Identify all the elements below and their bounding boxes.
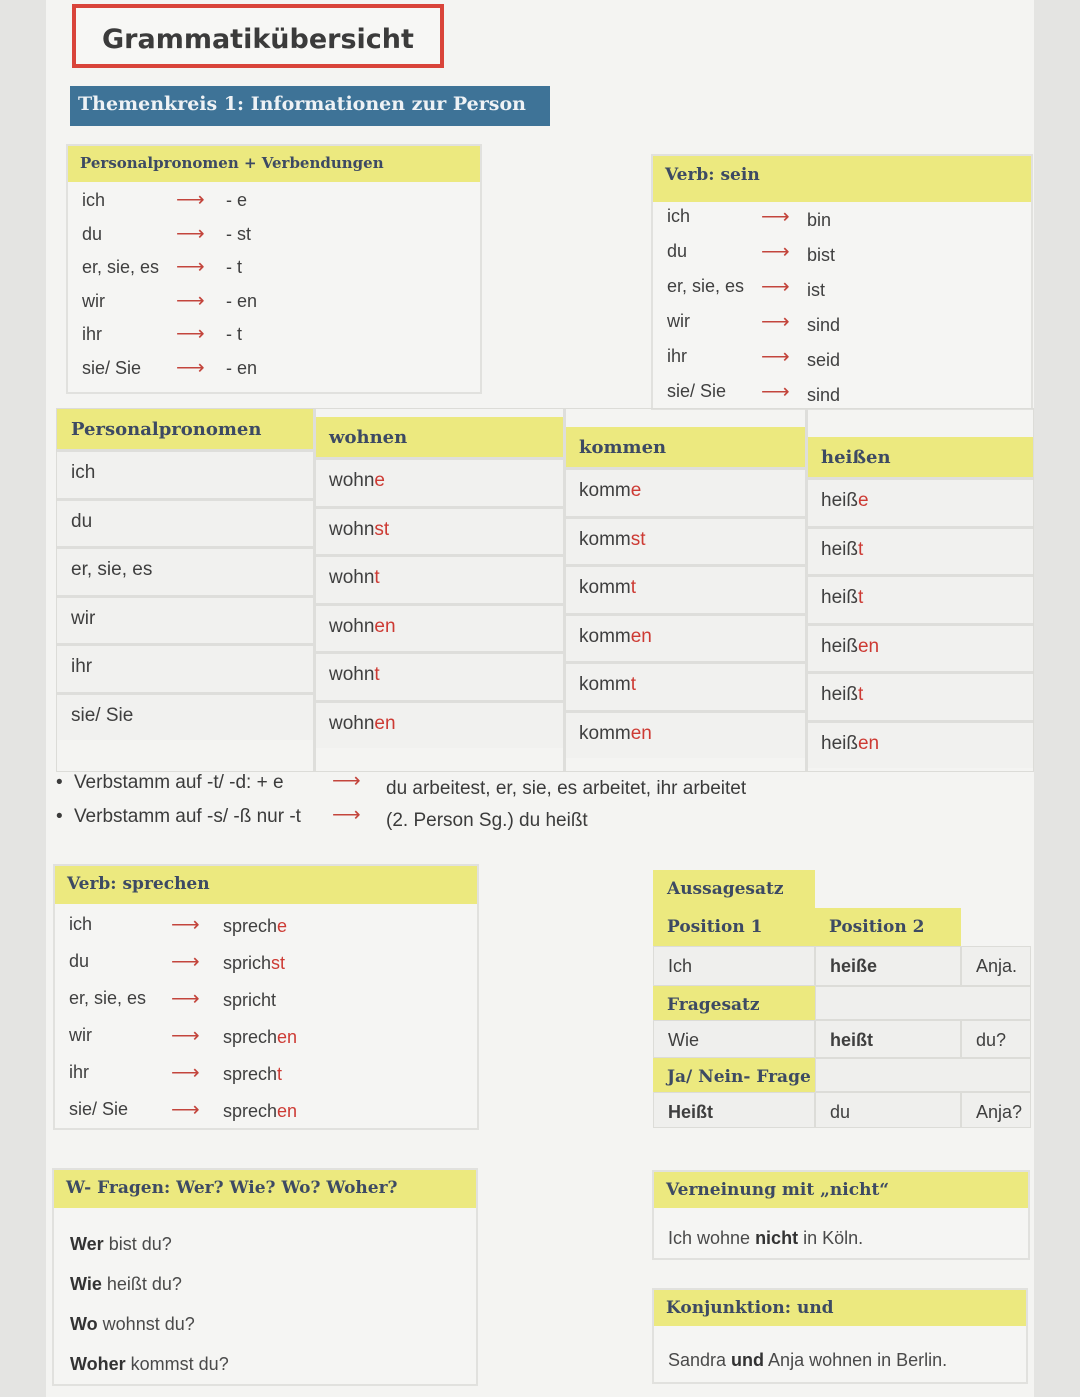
theme-bar: Themenkreis 1: Informationen zur Person xyxy=(70,86,550,126)
table-cell xyxy=(315,651,565,700)
question-line xyxy=(70,1354,229,1375)
title-box xyxy=(72,4,444,68)
verb-ending: en xyxy=(374,712,396,734)
arrow-icon: ⟶ xyxy=(171,1062,200,1084)
sein-heading: Verb: sein xyxy=(653,156,1031,202)
example-sentence xyxy=(668,1228,863,1249)
arrow-icon: ⟶ xyxy=(176,222,205,245)
table-cell: ihr xyxy=(57,643,315,692)
arrow-icon: ⟶ xyxy=(176,189,205,211)
question-rest: wohnst du? xyxy=(97,1314,195,1334)
table-column xyxy=(57,409,315,771)
question-line xyxy=(70,1274,182,1295)
arrow-icon: ⟶ xyxy=(761,241,790,263)
ending: - t xyxy=(226,324,242,344)
question-line xyxy=(70,1234,172,1255)
question-word: Wie xyxy=(70,1274,102,1294)
table-column xyxy=(807,409,1033,771)
table-column xyxy=(565,409,807,771)
table-cell xyxy=(807,623,1033,672)
sein-form: seid xyxy=(807,350,841,370)
bullet: • xyxy=(56,806,63,827)
table-cell xyxy=(565,710,807,759)
pronoun: du xyxy=(667,241,688,261)
sein-form: sind xyxy=(807,385,841,405)
verb-stem: heiß xyxy=(821,538,858,560)
verb-ending: e xyxy=(630,480,642,501)
verb-ending: e xyxy=(277,916,288,936)
table-cell xyxy=(807,574,1033,623)
note-rule: Verbstamm auf -s/ -ß nur -t xyxy=(73,806,301,827)
question-rest: bist du? xyxy=(103,1234,172,1254)
verb-stem: heiß xyxy=(821,490,858,511)
sprechen-heading: Verb: sprechen xyxy=(55,866,477,904)
pronoun: ihr xyxy=(82,324,103,344)
note-line xyxy=(56,770,747,799)
wfragen-heading: W- Fragen: Wer? Wie? Wo? Woher? xyxy=(54,1170,476,1208)
ending: - t xyxy=(226,257,242,277)
verb-ending: en xyxy=(630,722,652,744)
column-header: kommen xyxy=(565,427,807,467)
column-divider xyxy=(313,409,316,771)
verb-ending: t xyxy=(374,664,380,685)
verb-stem: komm xyxy=(579,528,631,550)
konjunktion-box xyxy=(652,1288,1028,1384)
verb-stem: wohn xyxy=(329,567,375,588)
verb-stem: komm xyxy=(579,625,631,647)
table-cell: er, sie, es xyxy=(57,546,315,595)
question-word: Wer xyxy=(70,1234,104,1254)
verb-stem: wohn xyxy=(329,615,375,637)
verb-stem: komm xyxy=(579,674,631,695)
page-title: Grammatikübersicht xyxy=(102,24,414,55)
verb-form xyxy=(223,953,285,974)
column-divider xyxy=(563,409,566,771)
arrow-icon: ⟶ xyxy=(761,311,790,333)
pronoun: wir xyxy=(82,290,105,311)
question-word: Wo xyxy=(70,1314,98,1334)
arrow-icon: ⟶ xyxy=(176,323,205,345)
cell: Anja. xyxy=(961,946,1031,986)
sentence-part: Ich wohne xyxy=(668,1228,756,1248)
arrow-icon: ⟶ xyxy=(176,356,205,379)
arrow-icon: ⟶ xyxy=(332,804,361,826)
sprechen-box xyxy=(53,864,479,1130)
pronoun: sie/ Sie xyxy=(667,381,727,401)
column-header: wohnen xyxy=(315,417,565,457)
sein-form: bin xyxy=(807,210,832,230)
verb-form xyxy=(223,916,287,937)
pronoun: wir xyxy=(69,1025,92,1045)
verb-stem: komm xyxy=(579,480,631,501)
table-cell: sie/ Sie xyxy=(57,692,315,741)
pronoun: ihr xyxy=(667,346,688,366)
table-cell xyxy=(565,661,807,710)
verb-ending: t xyxy=(277,1064,283,1084)
verb-stem: sprech xyxy=(223,916,278,936)
question-rest: heißt du? xyxy=(101,1274,182,1294)
sentence-part: Sandra xyxy=(668,1350,732,1370)
verb-ending: t xyxy=(630,674,637,695)
verb-ending: t xyxy=(630,577,637,598)
table-cell xyxy=(565,467,807,516)
pronoun: ich xyxy=(69,914,93,934)
pronoun: ich xyxy=(667,206,691,226)
table-cell xyxy=(315,506,565,555)
pronoun: er, sie, es xyxy=(69,988,147,1008)
verb-stem: sprich xyxy=(223,953,272,973)
arrow-icon: ⟶ xyxy=(171,988,200,1010)
table-cell xyxy=(807,526,1033,575)
note-rule: Verbstamm auf -t/ -d: + e xyxy=(73,772,284,793)
cell: Wie xyxy=(653,1020,815,1058)
position1-label: Position 1 xyxy=(653,908,815,946)
verb-form xyxy=(223,1027,297,1048)
verb-stem: wohn xyxy=(329,664,375,685)
pronoun: ihr xyxy=(69,1062,90,1082)
ending: - e xyxy=(226,190,248,210)
konjunktion-heading: Konjunktion: und xyxy=(654,1290,1026,1326)
verb-stem: wohn xyxy=(329,470,375,491)
table-cell xyxy=(565,516,807,565)
table-cell xyxy=(807,671,1033,720)
verb-ending: en xyxy=(630,625,652,647)
verb-stem: sprech xyxy=(223,1064,278,1084)
pronoun: er, sie, es xyxy=(667,276,745,296)
arrow-icon: ⟶ xyxy=(761,276,790,298)
cell-empty xyxy=(815,986,1031,1020)
ending: - st xyxy=(226,223,251,244)
question-rest: kommst du? xyxy=(125,1354,229,1374)
wfragen-box xyxy=(52,1168,478,1386)
sentence-position-table xyxy=(653,870,1031,1128)
verb-ending: st xyxy=(630,528,646,550)
question-word: Woher xyxy=(70,1354,126,1374)
verb-ending: en xyxy=(277,1027,298,1047)
question-line xyxy=(70,1314,195,1335)
note-example: du arbeitest, er, sie, es arbeitet, ihr arbeitet xyxy=(386,778,747,799)
cell-empty xyxy=(815,1058,1031,1092)
table-cell: ich xyxy=(57,449,315,498)
verb-ending: e xyxy=(374,470,385,491)
table-cell xyxy=(315,457,565,506)
note-line xyxy=(56,804,588,831)
column-header: Personalpronomen xyxy=(57,409,315,449)
verb-stem: wohn xyxy=(329,518,375,540)
verb-ending: t xyxy=(857,538,864,560)
column-header: heißen xyxy=(807,437,1033,477)
verb-stem: sprech xyxy=(223,1027,278,1047)
cell: Heißt xyxy=(653,1092,815,1128)
pronoun: sie/ Sie xyxy=(82,357,142,378)
pronoun: er, sie, es xyxy=(82,257,160,277)
arrow-icon: ⟶ xyxy=(761,206,790,228)
verb-stem: heiß xyxy=(821,684,858,705)
verb-stem: komm xyxy=(579,722,631,744)
note-example: (2. Person Sg.) du heißt xyxy=(386,810,588,831)
verb-stem: heiß xyxy=(821,732,858,754)
sentence-keyword: nicht xyxy=(755,1228,799,1248)
cell: heißt xyxy=(815,1020,961,1058)
table-cell xyxy=(315,554,565,603)
verb-ending: en xyxy=(857,732,880,754)
verb-stem: komm xyxy=(579,577,631,598)
verb-ending: st xyxy=(374,518,390,540)
pronoun: wir xyxy=(667,311,690,331)
verb-stem: wohn xyxy=(329,712,375,734)
fragesatz-label: Fragesatz xyxy=(653,986,815,1020)
ending: - en xyxy=(226,357,258,378)
verb-ending: t xyxy=(857,587,864,608)
sein-form: sind xyxy=(807,315,841,335)
pronoun: ich xyxy=(82,190,106,210)
column-divider xyxy=(805,409,808,771)
bullet: • xyxy=(56,772,63,793)
cell: Ich xyxy=(653,946,815,986)
arrow-icon: ⟶ xyxy=(761,381,790,403)
table-cell: du xyxy=(57,498,315,547)
arrow-icon: ⟶ xyxy=(332,770,361,792)
cell: du? xyxy=(961,1020,1031,1058)
sentence-part: Anja wohnen in Berlin. xyxy=(764,1350,948,1370)
verb-form xyxy=(223,1101,297,1122)
arrow-icon: ⟶ xyxy=(761,346,790,368)
arrow-icon: ⟶ xyxy=(171,914,200,936)
cell: du xyxy=(815,1092,961,1128)
table-column xyxy=(315,409,565,771)
ending: - en xyxy=(226,290,258,311)
arrow-icon: ⟶ xyxy=(176,289,205,312)
arrow-icon: ⟶ xyxy=(171,1025,200,1047)
verb-ending: en xyxy=(374,615,396,637)
aussagesatz-label: Aussagesatz xyxy=(653,870,815,908)
table-cell xyxy=(807,477,1033,526)
sentence-part: in Köln. xyxy=(798,1228,864,1248)
verb-ending: t xyxy=(374,567,380,588)
verb-ending: e xyxy=(857,490,869,511)
table-cell xyxy=(315,700,565,749)
sein-form: bist xyxy=(807,245,836,265)
endings-box xyxy=(66,144,482,394)
verb-stem: spricht xyxy=(223,990,277,1010)
conjugation-table xyxy=(56,408,1034,772)
table-cell xyxy=(807,720,1033,769)
example-sentence xyxy=(668,1350,947,1371)
table-cell: wir xyxy=(57,595,315,644)
verb-form xyxy=(223,1064,282,1085)
sein-form: ist xyxy=(807,280,825,300)
pronoun: du xyxy=(82,223,103,244)
arrow-icon: ⟶ xyxy=(171,1099,200,1121)
verb-ending: en xyxy=(857,635,880,657)
table-cell xyxy=(315,603,565,652)
cell: heiße xyxy=(815,946,961,986)
table-cell xyxy=(565,564,807,613)
sein-box xyxy=(651,154,1033,410)
arrow-icon: ⟶ xyxy=(176,256,205,278)
sentence-keyword: und xyxy=(731,1350,765,1370)
position2-label: Position 2 xyxy=(815,908,961,946)
verb-ending: en xyxy=(277,1101,298,1121)
janein-label: Ja/ Nein- Frage xyxy=(653,1058,815,1092)
verneinung-heading: Verneinung mit „nicht“ xyxy=(654,1172,1028,1208)
pronoun: sie/ Sie xyxy=(69,1099,129,1119)
verb-ending: st xyxy=(271,953,286,973)
verneinung-box xyxy=(652,1170,1030,1260)
verb-stem: heiß xyxy=(821,587,858,608)
cell: Anja? xyxy=(961,1092,1031,1128)
pronoun: du xyxy=(69,951,90,971)
arrow-icon: ⟶ xyxy=(171,951,200,973)
verb-ending: t xyxy=(857,684,864,705)
verb-form xyxy=(223,990,276,1011)
verb-stem: heiß xyxy=(821,635,858,657)
verb-stem: sprech xyxy=(223,1101,278,1121)
endings-heading: Personalpronomen + Verbendungen xyxy=(68,146,480,182)
table-cell xyxy=(565,613,807,662)
